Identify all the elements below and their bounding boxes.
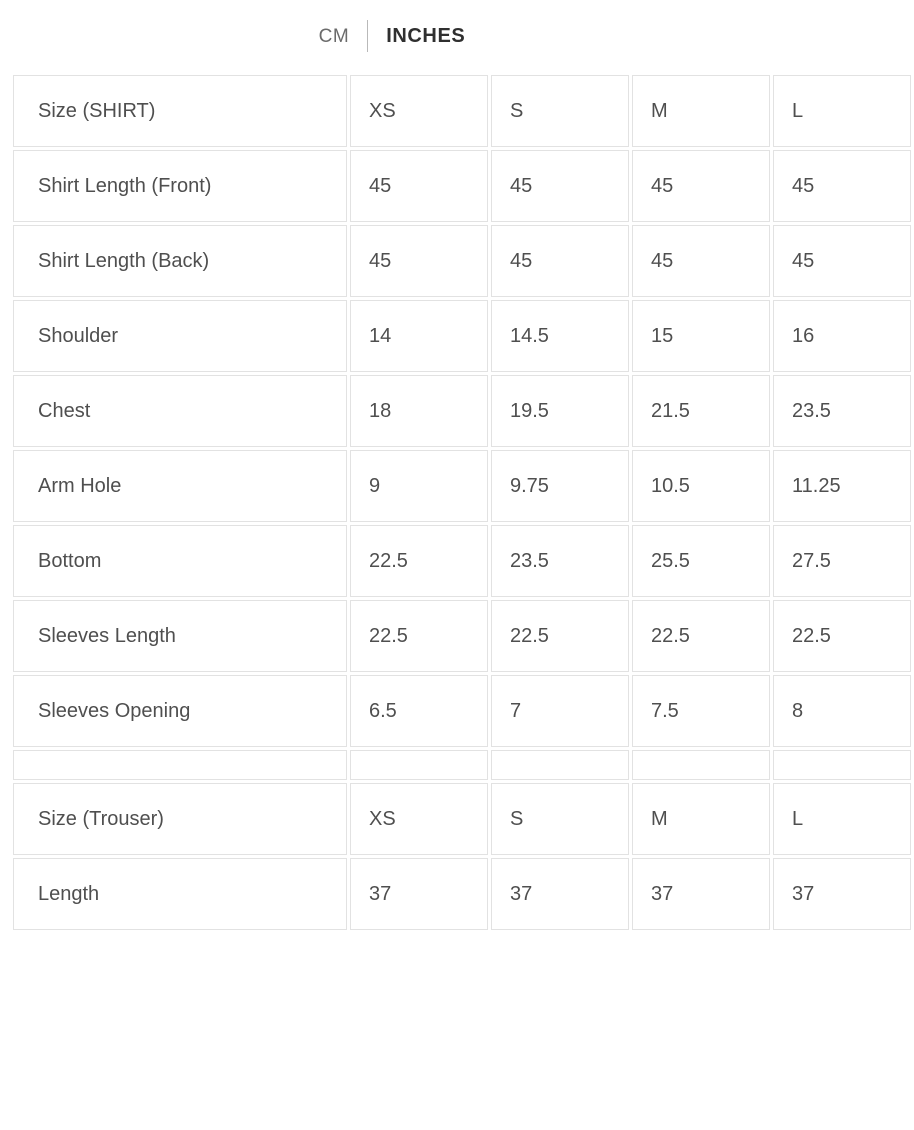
table-cell: 7.5	[632, 675, 770, 747]
table-cell: 37	[350, 858, 488, 930]
table-row	[13, 525, 911, 597]
table-cell: 45	[632, 150, 770, 222]
unit-option-cm[interactable]: CM	[318, 25, 350, 47]
table-row-label: Size (SHIRT)	[13, 75, 347, 147]
table-row-label	[13, 750, 347, 780]
table-row-label: Sleeves Length	[13, 600, 347, 672]
table-cell: 18	[350, 375, 488, 447]
table-row-label: Shirt Length (Front)	[13, 150, 347, 222]
table-cell: 15	[632, 300, 770, 372]
table-row-label: Arm Hole	[13, 450, 347, 522]
table-cell: 9.75	[491, 450, 629, 522]
table-row	[13, 375, 911, 447]
table-cell: 22.5	[350, 600, 488, 672]
table-cell: 45	[491, 150, 629, 222]
size-chart-table	[10, 72, 914, 933]
table-cell: 27.5	[773, 525, 911, 597]
table-cell: 19.5	[491, 375, 629, 447]
table-cell: M	[632, 783, 770, 855]
table-cell: 22.5	[491, 600, 629, 672]
table-cell: 9	[350, 450, 488, 522]
unit-toggle	[0, 0, 784, 72]
table-cell: 14	[350, 300, 488, 372]
table-row-label: Chest	[13, 375, 347, 447]
table-row	[13, 675, 911, 747]
table-cell: 23.5	[491, 525, 629, 597]
table-row-label: Shirt Length (Back)	[13, 225, 347, 297]
table-row	[13, 300, 911, 372]
table-cell: 8	[773, 675, 911, 747]
table-cell: 11.25	[773, 450, 911, 522]
table-spacer-row	[13, 750, 911, 780]
table-cell: L	[773, 75, 911, 147]
table-cell	[773, 750, 911, 780]
table-cell: 16	[773, 300, 911, 372]
table-cell: 37	[632, 858, 770, 930]
table-cell: 45	[632, 225, 770, 297]
table-cell: 37	[491, 858, 629, 930]
table-cell: 23.5	[773, 375, 911, 447]
table-row-label: Length	[13, 858, 347, 930]
unit-option-inches[interactable]: INCHES	[386, 25, 466, 47]
table-cell: 45	[350, 150, 488, 222]
table-cell: 45	[773, 225, 911, 297]
table-cell: XS	[350, 783, 488, 855]
table-row-label: Size (Trouser)	[13, 783, 347, 855]
table-cell	[632, 750, 770, 780]
table-cell: XS	[350, 75, 488, 147]
table-row	[13, 858, 911, 930]
table-row	[13, 75, 911, 147]
table-cell: M	[632, 75, 770, 147]
table-cell: 45	[773, 150, 911, 222]
table-cell: 14.5	[491, 300, 629, 372]
table-cell: 21.5	[632, 375, 770, 447]
table-cell: L	[773, 783, 911, 855]
table-row-label: Bottom	[13, 525, 347, 597]
table-cell: 7	[491, 675, 629, 747]
table-cell: S	[491, 783, 629, 855]
table-cell: 45	[491, 225, 629, 297]
table-cell: 22.5	[632, 600, 770, 672]
table-cell: S	[491, 75, 629, 147]
table-row-label: Sleeves Opening	[13, 675, 347, 747]
size-chart-body	[13, 75, 911, 930]
table-row	[13, 783, 911, 855]
table-cell: 45	[350, 225, 488, 297]
table-row	[13, 450, 911, 522]
table-cell	[350, 750, 488, 780]
table-cell: 22.5	[773, 600, 911, 672]
table-cell: 37	[773, 858, 911, 930]
table-cell: 22.5	[350, 525, 488, 597]
table-row-label: Shoulder	[13, 300, 347, 372]
table-cell: 10.5	[632, 450, 770, 522]
table-row	[13, 150, 911, 222]
table-row	[13, 225, 911, 297]
table-cell	[491, 750, 629, 780]
table-row	[13, 600, 911, 672]
table-cell: 25.5	[632, 525, 770, 597]
table-cell: 6.5	[350, 675, 488, 747]
